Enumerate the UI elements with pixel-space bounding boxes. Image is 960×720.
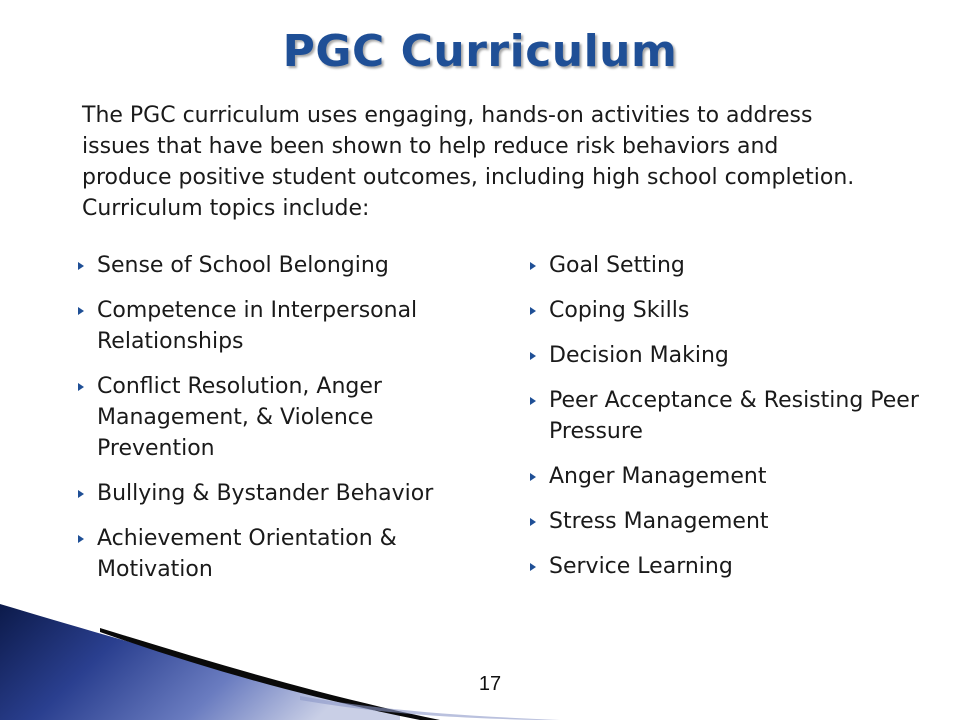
topic-label: Conflict Resolution, Anger Management, & Violence Prevention bbox=[97, 374, 382, 461]
slide-title: PGC Curriculum bbox=[282, 26, 678, 77]
topic-label: Coping Skills bbox=[549, 298, 690, 323]
bullet-arrow-icon bbox=[530, 307, 536, 315]
list-item bbox=[522, 461, 942, 492]
list-item bbox=[522, 551, 942, 582]
bullet-arrow-icon bbox=[530, 352, 536, 360]
bullet-arrow-icon bbox=[78, 307, 84, 315]
bullet-arrow-icon bbox=[78, 535, 84, 543]
bullet-arrow-icon bbox=[530, 262, 536, 270]
bullet-arrow-icon bbox=[530, 563, 536, 571]
list-item bbox=[70, 371, 470, 464]
list-item bbox=[522, 385, 942, 447]
list-item bbox=[70, 478, 470, 509]
topic-label: Peer Acceptance & Resisting Peer Pressure bbox=[549, 388, 919, 444]
bullet-arrow-icon bbox=[530, 473, 536, 481]
topic-label: Achievement Orientation & Motivation bbox=[97, 526, 397, 582]
bullet-arrow-icon bbox=[78, 262, 84, 270]
list-item bbox=[522, 340, 942, 371]
topic-label: Decision Making bbox=[549, 343, 729, 368]
list-item bbox=[70, 523, 470, 585]
intro-paragraph: The PGC curriculum uses engaging, hands-on activities to address issues that have been shown to help reduce risk behaviors and produce positive student outcomes, including high school completion. Curriculum topics include: bbox=[82, 103, 855, 221]
page-number: 17 bbox=[478, 673, 502, 695]
bullet-arrow-icon bbox=[530, 397, 536, 405]
bullet-arrow-icon bbox=[78, 383, 84, 391]
topic-label: Anger Management bbox=[549, 464, 767, 489]
list-item bbox=[522, 295, 942, 326]
right-topic-list bbox=[522, 250, 942, 596]
topic-label: Service Learning bbox=[549, 554, 733, 579]
list-item bbox=[70, 295, 470, 357]
list-item bbox=[522, 250, 942, 281]
left-topic-list bbox=[70, 250, 470, 599]
bullet-arrow-icon bbox=[530, 518, 536, 526]
topic-label: Bullying & Bystander Behavior bbox=[97, 481, 434, 506]
list-item bbox=[70, 250, 470, 281]
topic-label: Sense of School Belonging bbox=[97, 253, 389, 278]
topic-label: Stress Management bbox=[549, 509, 769, 534]
topic-label: Goal Setting bbox=[549, 253, 685, 278]
topic-label: Competence in Interpersonal Relationships bbox=[97, 298, 418, 354]
bullet-arrow-icon bbox=[78, 490, 84, 498]
list-item bbox=[522, 506, 942, 537]
